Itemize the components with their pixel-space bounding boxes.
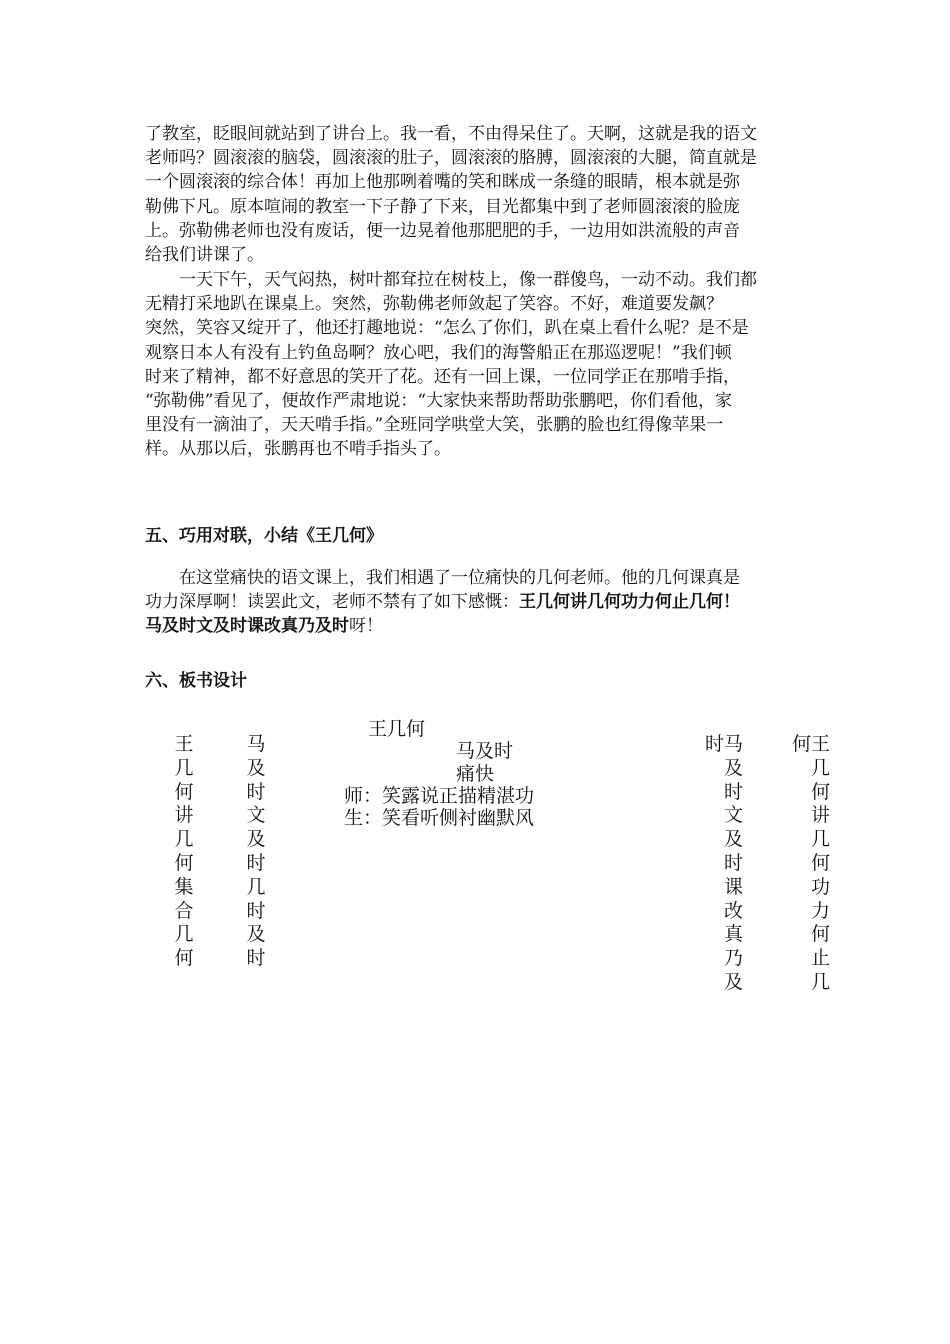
board-char: 几 [174,923,194,946]
couplet-second-line: 马及时文及时课改真乃及时 [145,616,349,637]
paragraph-line: 一个圆滚滚的综合体！再加上他那咧着嘴的笑和眯成一条缝的眼睛，根本就是弥 [145,172,740,193]
board-char: 几 [810,970,830,993]
board-char: 止 [810,947,830,970]
board-char: 文 [723,804,743,827]
text-run: 呀！ [349,616,383,637]
board-center-line: 马及时 [456,740,514,762]
board-char: 何 [174,780,194,803]
board-right-column-2 [780,733,830,995]
board-title: 王几何 [368,718,426,740]
board-char: 何 [810,923,830,946]
board-char: 功 [810,875,830,898]
board-right-column-1 [693,733,743,995]
board-char: 时 [246,851,266,874]
board-char: 几 [810,828,830,851]
paragraph-line: 突然，笑容又绽开了，他还打趣地说：“怎么了你们，趴在桌上看什么呢？是不是 [145,318,749,339]
board-center-line: 生：笑看听侧衬幽默风 [344,807,535,829]
board-char: 马 [246,733,266,755]
section-6-heading: 六、板书设计 [145,671,247,691]
board-char: 讲 [174,804,194,827]
board-char: 时 [246,899,266,922]
board-char: 讲 [810,804,830,827]
board-char: 力 [810,899,830,922]
board-char: 集 [174,875,194,898]
paragraph-line: 给我们讲课了。 [145,245,264,266]
board-char: 何王 [791,733,830,755]
board-char: 何 [174,947,194,970]
board-char: 王 [174,733,194,755]
board-center-line: 师：笑露说正描精湛功 [344,785,535,807]
paragraph-line: 样。从那以后，张鹏再也不啃手指头了。 [145,439,451,460]
board-char: 时 [246,780,266,803]
board-char: 及 [723,756,743,779]
paragraph-line: 里没有一滴油了，天天啃手指。”全班同学哄堂大笑，张鹏的脸也红得像苹果一 [145,415,724,436]
board-char: 及 [246,756,266,779]
paragraph-line: 观察日本人有没有上钓鱼岛啊？放心吧，我们的海警船正在那巡逻呢！”我们顿 [145,342,732,363]
paragraph-line: 时来了精神，都不好意思的笑开了花。还有一回上课，一位同学正在那啃手指， [145,366,740,387]
board-char: 真 [723,923,743,946]
board-char: 及 [723,828,743,851]
paragraph-line: 无精打采地趴在课桌上。突然，弥勒佛老师敛起了笑容。不好，难道要发飙？ [145,294,723,315]
text-run: 功力深厚啊！读罢此文，老师不禁有了如下感慨： [145,592,519,613]
board-char: 时马 [704,733,743,755]
board-char: 何 [810,851,830,874]
board-char: 几 [246,875,266,898]
paragraph-line: 了教室，眨眼间就站到了讲台上。我一看，不由得呆住了。天啊，这就是我的语文 [145,124,757,144]
couplet-first-line: 王几何讲几何功力何止几何！ [519,592,740,613]
board-char: 几 [174,756,194,779]
board-char: 文 [246,804,266,827]
paragraph-line: 上。弥勒佛老师也没有废话，便一边晃着他那肥肥的手，一边用如洪流般的声音 [145,220,740,241]
board-char: 课 [723,875,743,898]
board-char: 几 [174,828,194,851]
board-char: 几 [810,756,830,779]
paragraph-line: 在这堂痛快的语文课上，我们相遇了一位痛快的几何老师。他的几何课真是 [145,568,740,588]
board-char: 乃 [723,947,743,970]
paragraph-line: 一天下午，天气闷热，树叶都耷拉在树枝上，像一群傻鸟，一动不动。我们都 [145,270,757,290]
board-left-column-1 [173,733,195,971]
board-char: 何 [810,780,830,803]
board-char: 时 [723,780,743,803]
board-char: 时 [246,947,266,970]
paragraph-line: 老师吗？圆滚滚的脑袋，圆滚滚的肚子，圆滚滚的胳膊，圆滚滚的大腿，简直就是 [145,148,757,169]
section-5-heading: 五、巧用对联，小结《王几何》 [145,526,383,546]
board-char: 及 [723,970,743,993]
board-char: 何 [174,851,194,874]
board-char: 及 [246,923,266,946]
paragraph-line: 勒佛下凡。原本喧闹的教室一下子静了下来，目光都集中到了老师圆滚滚的脸庞 [145,196,740,217]
paragraph-line: “弥勒佛”看见了，便故作严肃地说：“大家快来帮助帮助张鹏吧，你们看他，家 [145,391,733,412]
board-char: 改 [723,899,743,922]
board-char: 及 [246,828,266,851]
board-center-line: 痛快 [456,763,495,785]
board-char: 时 [723,851,743,874]
board-char: 合 [174,899,194,922]
board-left-column-2 [245,733,267,971]
